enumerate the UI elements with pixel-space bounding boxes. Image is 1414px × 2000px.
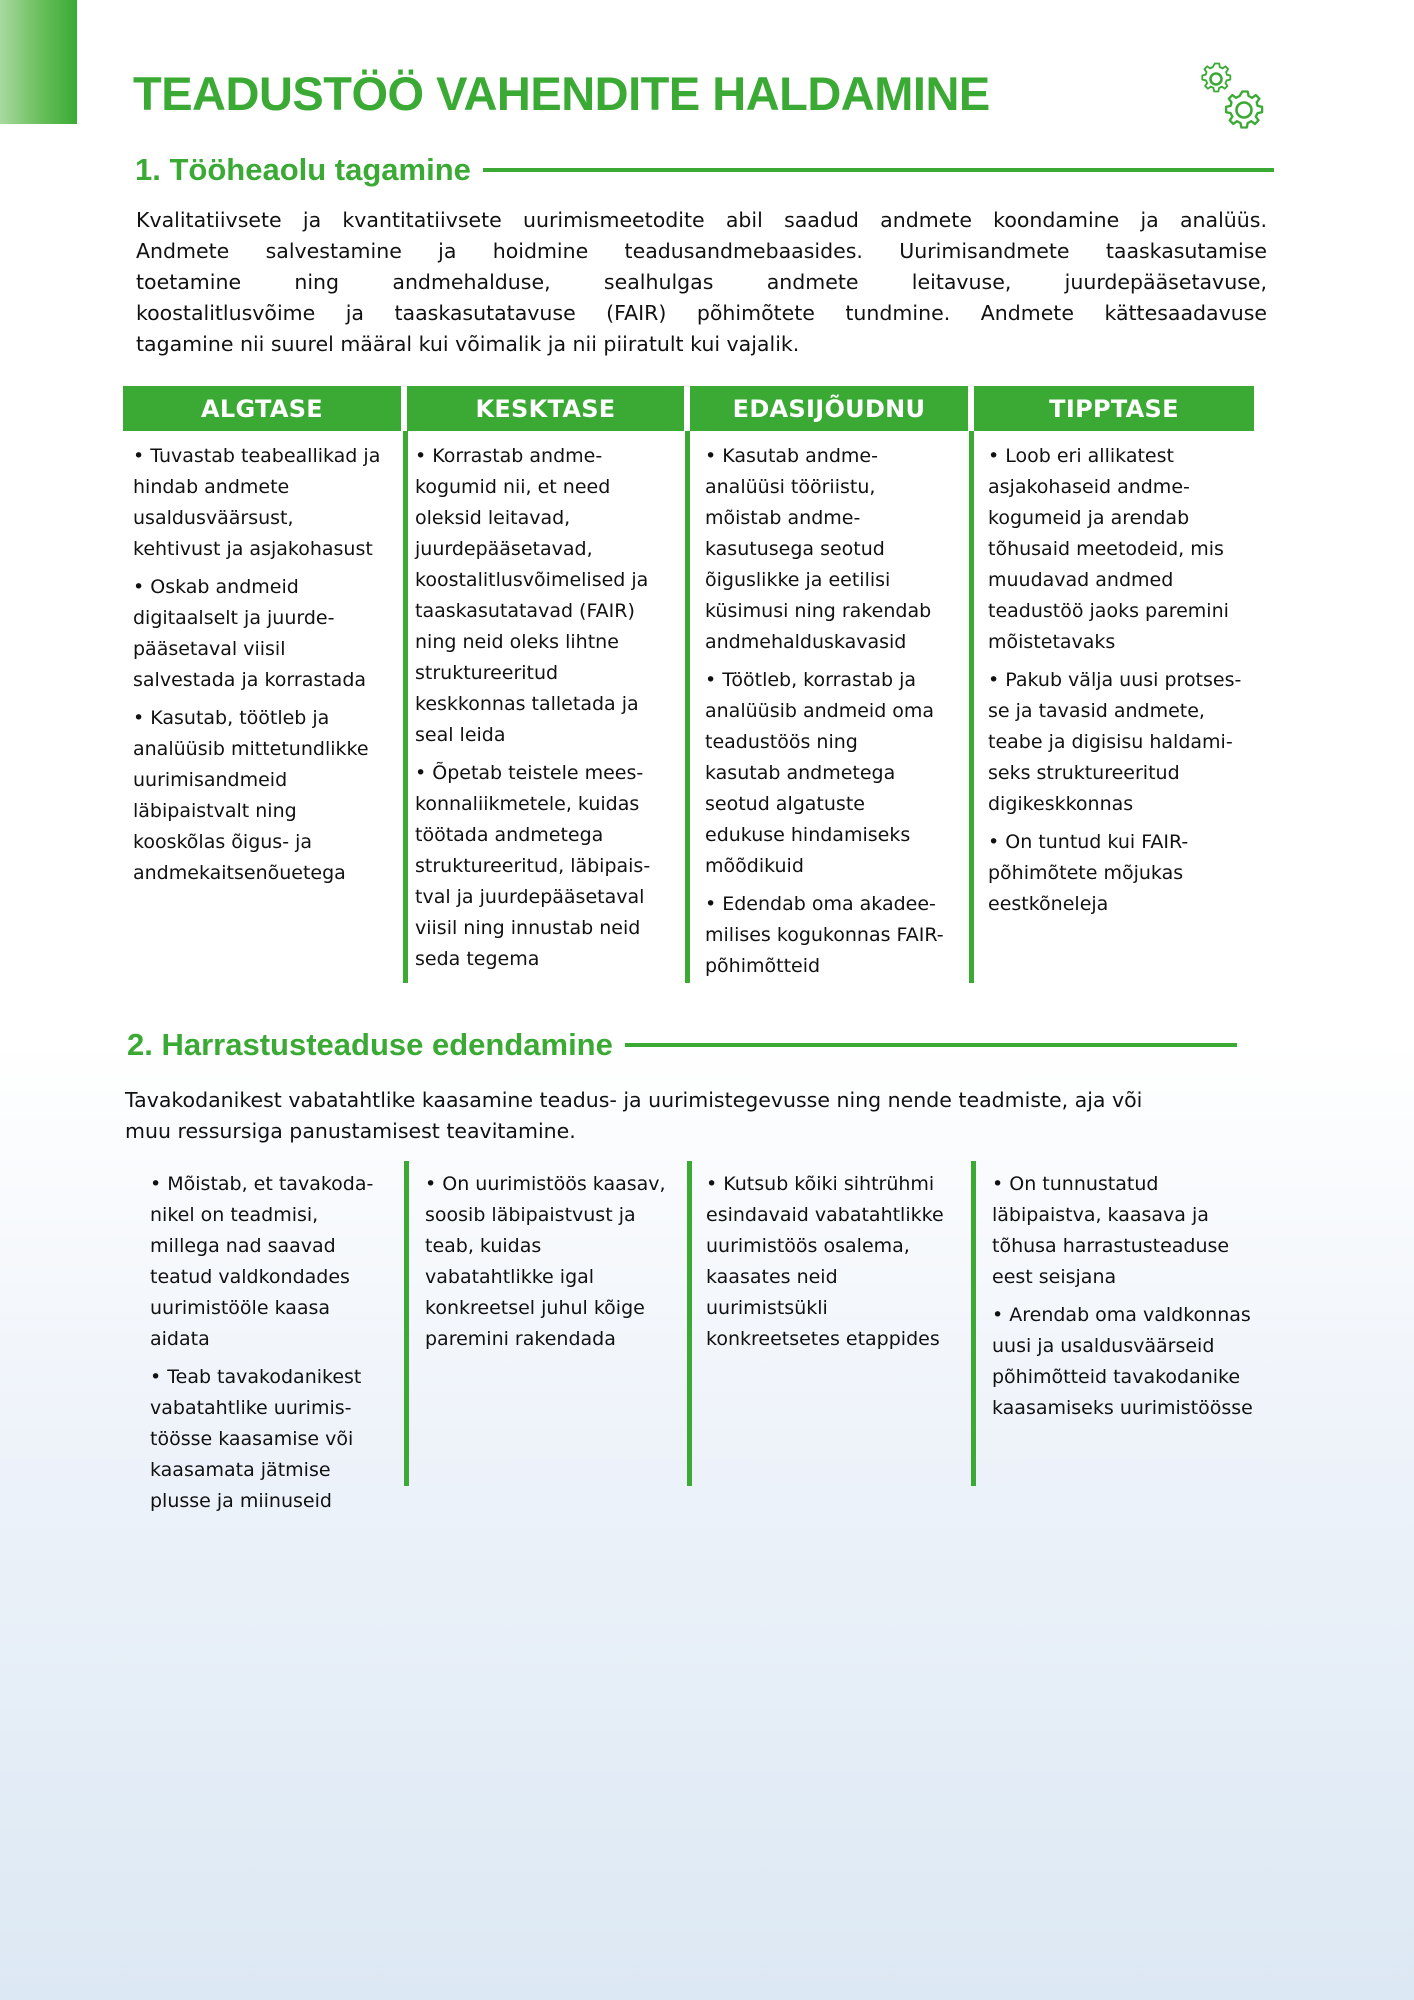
bullet-item — [992, 1300, 1262, 1424]
bullet-line: esindavaid vabatahtlikke — [706, 1204, 944, 1226]
bullet-line: kooskõlas õigus- ja — [133, 831, 313, 853]
column-divider — [969, 431, 974, 983]
bullet-line: koostalitlusvõimelised ja — [415, 569, 649, 591]
bullet-line: • Oskab andmeid — [133, 576, 299, 598]
level-column — [705, 441, 965, 989]
bullet-line: milises kogukonnas FAIR- — [705, 924, 944, 946]
bullet-line: seda tegema — [415, 948, 540, 970]
bullet-line: • Korrastab andme- — [415, 445, 603, 467]
bullet-line: usaldusväärsust, — [133, 507, 294, 529]
bullet-line: teatud valdkondades — [150, 1266, 350, 1288]
bullet-line: mõistetavaks — [988, 631, 1116, 653]
bullet-line: • Kutsub kõiki sihtrühmi — [706, 1173, 935, 1195]
level-header-kesktase: KESKTASE — [407, 386, 684, 431]
bullet-line: läbipaistva, kaasava ja — [992, 1204, 1209, 1226]
bullet-line: edukuse hindamiseks — [705, 824, 911, 846]
gears-icon — [1192, 58, 1274, 138]
bullet-line: teab, kuidas — [425, 1235, 542, 1257]
bullet-line: kehtivust ja asjakohasust — [133, 538, 373, 560]
section1-heading — [135, 152, 1274, 188]
level-column — [150, 1169, 400, 1524]
bullet-line: konkreetsetes etappides — [706, 1328, 940, 1350]
bullet-line: keskkonnas talletada ja — [415, 693, 639, 715]
bullet-line: salvestada ja korrastada — [133, 669, 367, 691]
bullet-item — [133, 441, 398, 565]
bullet-line: seks struktureeritud — [988, 762, 1180, 784]
column-divider — [403, 431, 408, 983]
bullet-line: konkreetsel juhul kõige — [425, 1297, 645, 1319]
section2-heading-text: 2. Harrastusteaduse edendamine — [127, 1027, 613, 1062]
intro-line: Kvalitatiivsete ja kvantitatiivsete uurimismeetodite abil saadud andmete koondamine ja analüüs. — [136, 208, 1267, 232]
bullet-line: küsimusi ning rakendab — [705, 600, 932, 622]
level-header-edasijoudnu: EDASIJÕUDNU — [690, 386, 968, 431]
bullet-line: eest seisjana — [992, 1266, 1117, 1288]
intro-line: tagamine nii suurel määral kui võimalik ja nii piiratult kui vajalik. — [136, 332, 800, 356]
bullet-item — [705, 889, 965, 982]
bullet-line: viisil ning innustab neid — [415, 917, 641, 939]
bullet-line: • On tuntud kui FAIR- — [988, 831, 1189, 853]
level-header-tipptase: TIPPTASE — [974, 386, 1254, 431]
bullet-line: läbipaistvalt ning — [133, 800, 297, 822]
bullet-line: digitaalselt ja juurde- — [133, 607, 335, 629]
bullet-line: teadustöös ning — [705, 731, 858, 753]
intro-line: Tavakodanikest vabatahtlike kaasamine teadus- ja uurimistegevusse ning nende teadmiste, aja või — [125, 1088, 1143, 1112]
section2-intro — [125, 1085, 1275, 1147]
bullet-line: põhimõtteid — [705, 955, 821, 977]
bullet-line: õiguslikke ja eetilisi — [705, 569, 891, 591]
bullet-line: struktureeritud, läbipais- — [415, 855, 651, 877]
bullet-line: tõhusa harrastusteaduse — [992, 1235, 1230, 1257]
bullet-line: • Arendab oma valdkonnas — [992, 1304, 1251, 1326]
section1-intro — [136, 205, 1267, 360]
bullet-line: paremini rakendada — [425, 1328, 616, 1350]
intro-line: muu ressursiga panustamisest teavitamine. — [125, 1119, 576, 1143]
section2-heading-rule — [625, 1043, 1237, 1047]
bullet-line: uusi ja usaldusväärseid — [992, 1335, 1215, 1357]
bullet-line: teabe ja digisisu haldami- — [988, 731, 1233, 753]
bullet-line: põhimõtete mõjukas — [988, 862, 1184, 884]
bullet-line: • Kasutab, töötleb ja — [133, 707, 330, 729]
bullet-line: uurimisandmeid — [133, 769, 288, 791]
bullet-line: vabatahtlikke igal — [425, 1266, 595, 1288]
bullet-line: seotud algatuste — [705, 793, 865, 815]
bullet-item — [425, 1169, 683, 1355]
bullet-line: • Teab tavakodanikest — [150, 1366, 362, 1388]
bullet-line: töösse kaasamise või — [150, 1428, 354, 1450]
bullet-line: • Mõistab, et tavakoda- — [150, 1173, 374, 1195]
bullet-line: eestkõneleja — [988, 893, 1109, 915]
bullet-line: andmekaitsenõuetega — [133, 862, 346, 884]
bullet-item — [415, 758, 680, 975]
bullet-line: plusse ja miinuseid — [150, 1490, 332, 1512]
bullet-line: • Pakub välja uusi protses- — [988, 669, 1242, 691]
bullet-line: • On tunnustatud — [992, 1173, 1159, 1195]
intro-line: koostalitlusvõime ja taaskasutatavuse (FAIR) põhimõtete tundmine. Andmete kättesaadavuse — [136, 301, 1267, 325]
bullet-line: digikeskkonnas — [988, 793, 1134, 815]
corner-accent — [0, 0, 77, 124]
bullet-line: teadustöö jaoks paremini — [988, 600, 1229, 622]
bullet-line: mõistab andme- — [705, 507, 861, 529]
section1-heading-rule — [483, 168, 1274, 172]
bullet-line: taaskasutatavad (FAIR) — [415, 600, 635, 622]
bullet-line: se ja tavasid andmete, — [988, 700, 1205, 722]
bullet-item — [150, 1169, 400, 1355]
bullet-line: töötada andmetega — [415, 824, 604, 846]
bullet-line: kaasamiseks uurimistöösse — [992, 1397, 1253, 1419]
section1-heading-text: 1. Tööheaolu tagamine — [135, 152, 471, 187]
bullet-line: juurdepääsetavad, — [415, 538, 593, 560]
column-divider — [404, 1161, 409, 1486]
bullet-line: tval ja juurdepääsetaval — [415, 886, 645, 908]
level-header-algtase: ALGTASE — [123, 386, 401, 431]
bullet-line: analüüsib andmeid oma — [705, 700, 935, 722]
bullet-line: kogumid nii, et need — [415, 476, 611, 498]
bullet-item — [133, 572, 398, 696]
bullet-item — [988, 827, 1250, 920]
intro-line: toetamine ning andmehalduse, sealhulgas andmete leitavuse, juurdepääsetavuse, — [136, 270, 1267, 294]
bullet-line: uurimistöös osalema, — [706, 1235, 910, 1257]
bullet-line: pääsetaval viisil — [133, 638, 286, 660]
bullet-line: • Loob eri allikatest — [988, 445, 1174, 467]
bullet-line: põhimõtteid tavakodanike — [992, 1366, 1241, 1388]
level-column — [415, 441, 680, 982]
bullet-line: kasutusega seotud — [705, 538, 885, 560]
bullet-line: asjakohaseid andme- — [988, 476, 1190, 498]
bullet-line: oleksid leitavad, — [415, 507, 571, 529]
bullet-line: vabatahtlike uurimis- — [150, 1397, 352, 1419]
page-title: TEADUSTÖÖ VAHENDITE HALDAMINE — [133, 67, 990, 120]
bullet-line: mõõdikuid — [705, 855, 804, 877]
bullet-line: • Töötleb, korrastab ja — [705, 669, 917, 691]
level-column — [992, 1169, 1262, 1431]
bullet-item — [415, 441, 680, 751]
level-column — [133, 441, 398, 896]
bullet-line: soosib läbipaistvust ja — [425, 1204, 636, 1226]
bullet-line: seal leida — [415, 724, 506, 746]
bullet-line: millega nad saavad — [150, 1235, 336, 1257]
bullet-item — [706, 1169, 966, 1355]
level-column — [988, 441, 1250, 927]
bullet-line: tõhusaid meetodeid, mis — [988, 538, 1224, 560]
column-divider — [687, 1161, 692, 1486]
bullet-line: • Tuvastab teabeallikad ja — [133, 445, 381, 467]
bullet-line: uurimistööle kaasa — [150, 1297, 331, 1319]
bullet-line: kaasamata jätmise — [150, 1459, 331, 1481]
bullet-line: • On uurimistöös kaasav, — [425, 1173, 666, 1195]
bullet-line: konnaliikmetele, kuidas — [415, 793, 640, 815]
bullet-line: ning neid oleks lihtne — [415, 631, 619, 653]
bullet-line: hindab andmete — [133, 476, 290, 498]
bullet-item — [705, 665, 965, 882]
bullet-line: • Õpetab teistele mees- — [415, 762, 644, 784]
bullet-item — [988, 441, 1250, 658]
column-divider — [685, 431, 690, 983]
bullet-line: muudavad andmed — [988, 569, 1174, 591]
bullet-item — [133, 703, 398, 889]
bullet-item — [992, 1169, 1262, 1293]
bullet-line: analüüsib mittetundlikke — [133, 738, 369, 760]
bullet-item — [705, 441, 965, 658]
bullet-line: kasutab andmetega — [705, 762, 896, 784]
bullet-line: • Kasutab andme- — [705, 445, 878, 467]
level-column — [425, 1169, 683, 1362]
bullet-line: analüüsi tööriistu, — [705, 476, 876, 498]
intro-line: Andmete salvestamine ja hoidmine teadusandmebaasides. Uurimisandmete taaskasutamise — [136, 239, 1267, 263]
bullet-line: • Edendab oma akadee- — [705, 893, 936, 915]
bullet-item — [988, 665, 1250, 820]
bullet-line: kaasates neid — [706, 1266, 838, 1288]
bullet-line: uurimistsükli — [706, 1297, 828, 1319]
column-divider — [971, 1161, 976, 1486]
bullet-line: aidata — [150, 1328, 210, 1350]
section2-heading — [127, 1027, 1237, 1063]
bullet-line: nikel on teadmisi, — [150, 1204, 319, 1226]
level-column — [706, 1169, 966, 1362]
bullet-line: struktureeritud — [415, 662, 559, 684]
bullet-item — [150, 1362, 400, 1517]
bullet-line: andmehalduskavasid — [705, 631, 907, 653]
bullet-line: kogumeid ja arendab — [988, 507, 1190, 529]
